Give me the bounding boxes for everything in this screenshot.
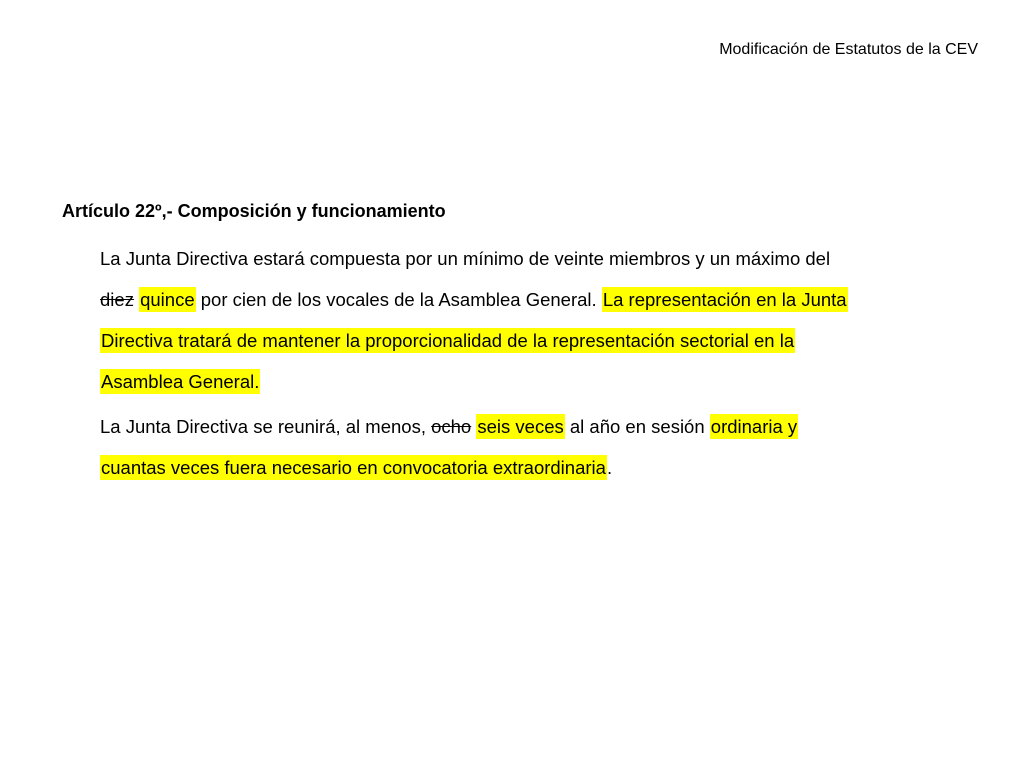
- paragraph-composition: [100, 238, 980, 402]
- paragraph-text: La Junta Directiva se reunirá, al menos,: [100, 416, 426, 437]
- article-heading: Artículo 22º,- Composición y funcionamiento: [62, 201, 446, 221]
- article-body: [100, 238, 980, 488]
- paragraph-line: [100, 447, 980, 488]
- paragraph-meetings: [100, 406, 980, 488]
- inserted-text: La representación en la Junta: [602, 289, 847, 310]
- inserted-text: Directiva tratará de mantener la proporcionalidad de la representación sectorial en la: [101, 330, 795, 351]
- paragraph-line: [100, 320, 980, 361]
- inserted-text: quince: [140, 289, 195, 310]
- deleted-text: ocho: [431, 416, 472, 437]
- inserted-text: cuantas veces fuera necesario en convocatoria extraordinaria: [101, 457, 606, 478]
- inserted-text: seis veces: [477, 416, 564, 437]
- document-header-title: Modificación de Estatutos de la CEV: [719, 41, 978, 58]
- paragraph-line: [100, 361, 980, 402]
- paragraph-line: [100, 279, 980, 320]
- paragraph-text: por cien de los vocales de la Asamblea General.: [200, 289, 597, 310]
- inserted-text: Asamblea General.: [101, 371, 260, 392]
- inserted-text: ordinaria y: [710, 416, 798, 437]
- paragraph-text: .: [606, 457, 613, 478]
- paragraph-line: [100, 238, 980, 279]
- deleted-text: diez: [100, 289, 134, 310]
- paragraph-line: [100, 406, 980, 447]
- paragraph-text: La Junta Directiva estará compuesta por un mínimo de veinte miembros y un máximo del: [100, 248, 831, 269]
- paragraph-text: al año en sesión: [569, 416, 705, 437]
